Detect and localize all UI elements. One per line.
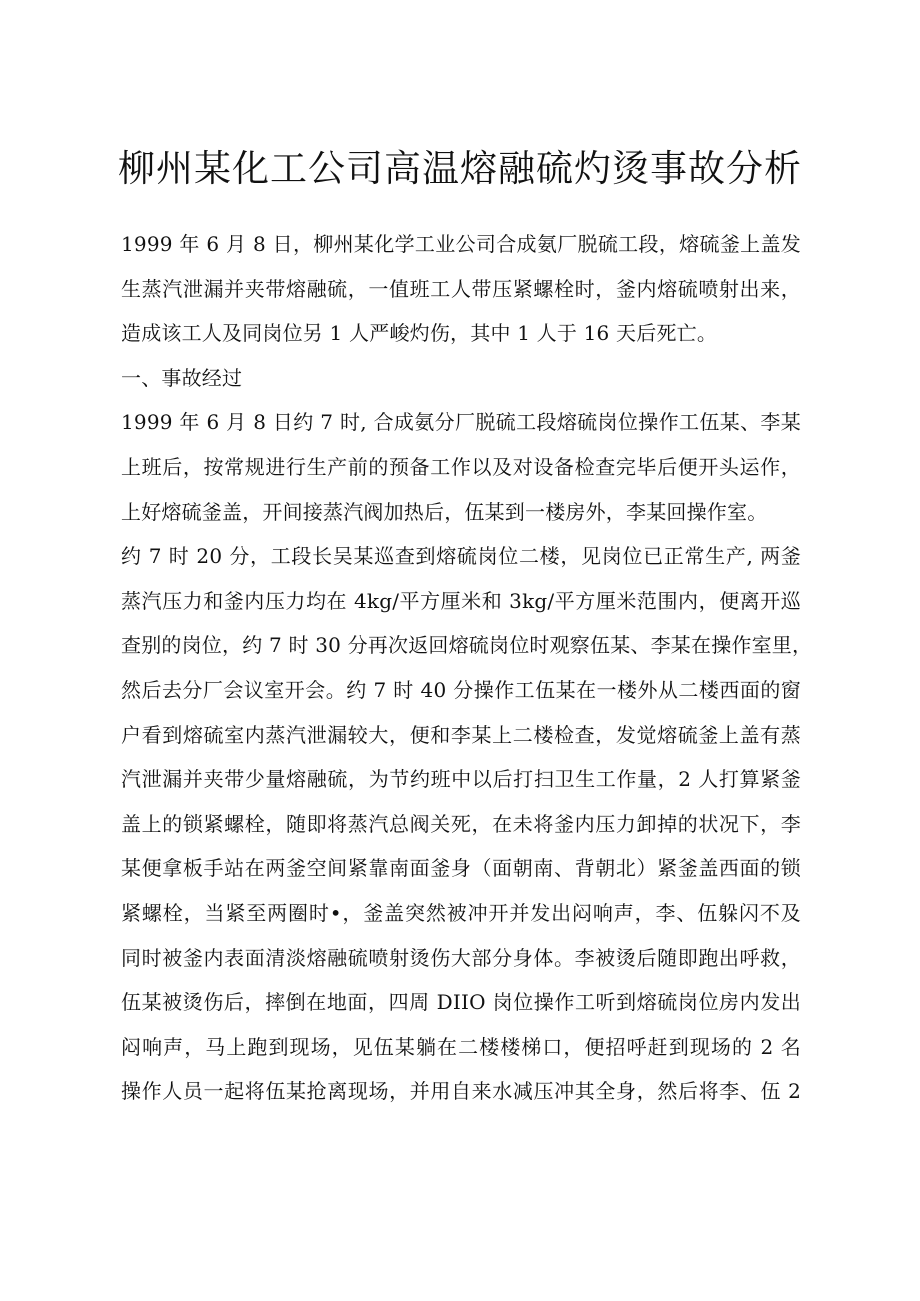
intro-paragraph xyxy=(121,222,801,356)
text-line: 然后去分厂会议室开会。约 7 时 40 分操作工伍某在一楼外从二楼西面的窗 xyxy=(121,677,801,702)
text-line: 汽泄漏并夹带少量熔融硫，为节约班中以后打扫卫生工作量，2 人打算紧釜 xyxy=(121,767,801,792)
document-body xyxy=(121,222,813,1114)
text-line: 上好熔硫釜盖，开间接蒸汽阀加热后，伍某到一楼房外，李某回操作室。 xyxy=(121,499,768,524)
text-line: 造成该工人及同岗位另 1 人严峻灼伤，其中 1 人于 16 天后死亡。 xyxy=(121,321,718,346)
text-line: 盖上的锁紧螺栓，随即将蒸汽总阀关死，在未将釜内压力卸掉的状况下，李 xyxy=(121,811,801,836)
text-line: 操作人员一起将伍某抢离现场，并用自来水减压冲其全身，然后将李、伍 2 xyxy=(121,1079,801,1104)
text-line: 蒸汽压力和釜内压力均在 4kg/平方厘米和 3kg/平方厘米范围内，便离开巡 xyxy=(121,588,801,613)
section-heading-block xyxy=(121,356,801,401)
text-line: 生蒸汽泄漏并夹带熔融硫，一值班工人带压紧螺栓时，釜内熔硫喷射出来， xyxy=(121,276,801,301)
text-line: 闷响声，马上跑到现场，见伍某躺在二楼楼梯口，便招呼赶到现场的 2 名 xyxy=(121,1034,801,1059)
document-title: 柳州某化工公司高温熔融硫灼烫事故分析 xyxy=(118,147,802,190)
text-line: 1999 年 6 月 8 日约 7 时, 合成氨分厂脱硫工段熔硫岗位操作工伍某、李某 xyxy=(121,410,801,435)
text-line: 某便拿板手站在两釜空间紧靠南面釜身（面朝南、背朝北）紧釜盖西面的锁 xyxy=(121,856,801,881)
section-paragraph xyxy=(121,400,813,1114)
section-heading: 一、事故经过 xyxy=(121,365,243,390)
text-line: 紧螺栓，当紧至两圈时•，釜盖突然被冲开并发出闷响声，李、伍躲闪不及 xyxy=(121,900,801,925)
text-line: 查别的岗位，约 7 时 30 分再次返回熔硫岗位时观察伍某、李某在操作室里， xyxy=(121,633,813,658)
text-line: 1999 年 6 月 8 日，柳州某化学工业公司合成氨厂脱硫工段，熔硫釜上盖发 xyxy=(121,232,801,256)
text-line: 户看到熔硫室内蒸汽泄漏较大，便和李某上二楼检查，发觉熔硫釜上盖有蒸 xyxy=(121,722,801,747)
text-line: 上班后，按常规进行生产前的预备工作以及对设备检查完毕后便开头运作， xyxy=(121,454,801,479)
text-line: 同时被釜内表面清淡熔融硫喷射烫伤大部分身体。李被烫后随即跑出呼救， xyxy=(121,945,801,970)
text-line: 约 7 时 20 分，工段长吴某巡查到熔硫岗位二楼，见岗位已正常生产, 两釜 xyxy=(121,544,801,569)
text-line: 伍某被烫伤后，摔倒在地面，四周 DIIO 岗位操作工听到熔硫岗位房内发出 xyxy=(121,990,801,1015)
